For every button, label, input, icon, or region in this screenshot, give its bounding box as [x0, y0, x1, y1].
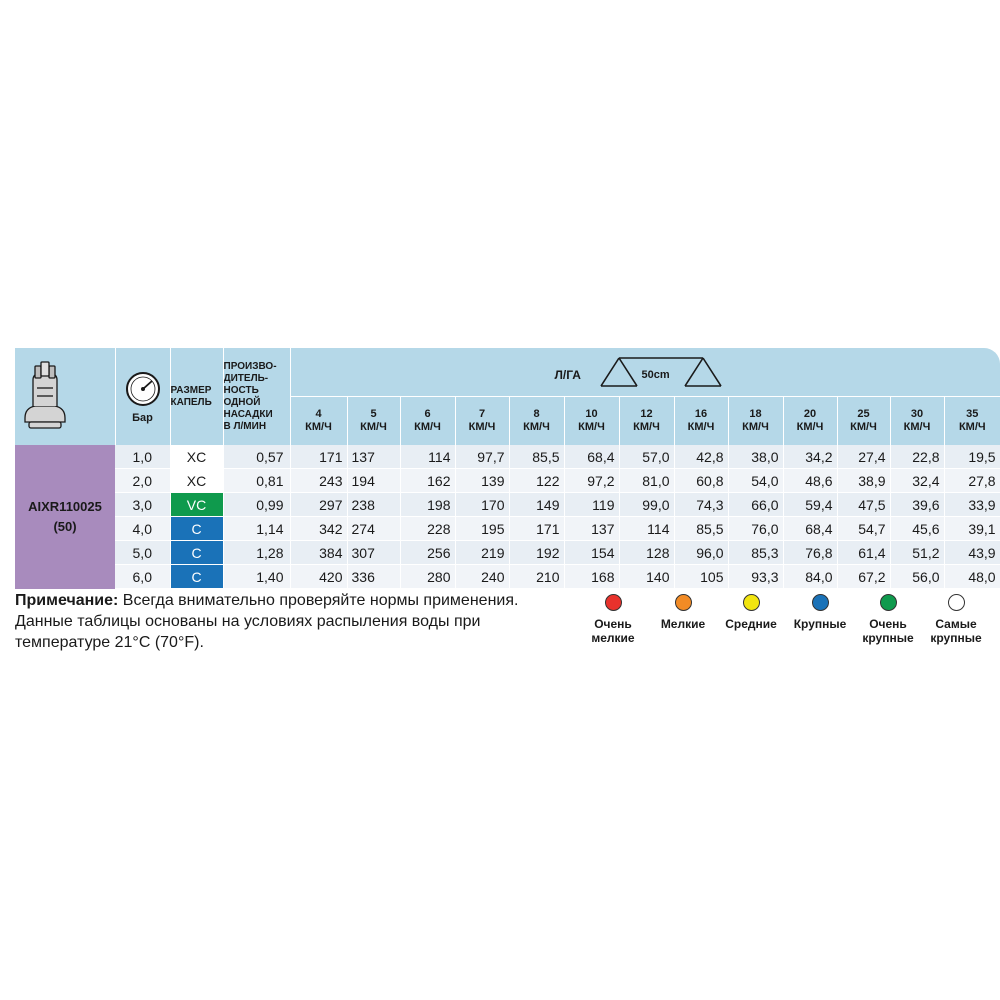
application-rate-cell: 219: [455, 541, 509, 565]
speed-unit: КМ/Ч: [414, 421, 441, 433]
speed-header: [400, 397, 455, 446]
application-rate-cell: 192: [509, 541, 564, 565]
capacity-header-line: НОСТЬ: [223, 384, 259, 396]
application-rate-cell: 68,4: [564, 445, 619, 469]
application-rate-cell: 39,1: [944, 517, 1000, 541]
legend-item-medium: [718, 594, 784, 631]
speed-value: 8: [533, 408, 540, 420]
application-rate-cell: 59,4: [783, 493, 837, 517]
application-rate-cell: 99,0: [619, 493, 674, 517]
legend-item-coarse: [787, 594, 853, 631]
application-rate-cell: 168: [564, 565, 619, 589]
droplet-size-cell: VC: [170, 493, 223, 517]
nozzle-icon-cell: [15, 348, 115, 445]
application-rate-cell: 256: [400, 541, 455, 565]
note-line-2: Данные таблицы основаны на условиях распыления воды при: [15, 613, 481, 630]
application-rate-cell: 195: [455, 517, 509, 541]
application-rate-cell: 420: [290, 565, 347, 589]
speed-value: 5: [370, 408, 377, 420]
application-rate-cell: 171: [290, 445, 347, 469]
pressure-cell: 5,0: [115, 541, 170, 565]
speed-unit: КМ/Ч: [958, 421, 986, 433]
speed-unit: КМ/Ч: [578, 421, 605, 433]
application-rate-cell: 85,5: [509, 445, 564, 469]
application-rate-cell: 137: [347, 445, 400, 469]
legend-label: Мелкие: [660, 617, 706, 631]
very-fine-dot-icon: [605, 594, 622, 611]
application-rate-cell: 66,0: [728, 493, 783, 517]
speed-unit: КМ/Ч: [468, 421, 496, 433]
pressure-cell: 6,0: [115, 565, 170, 589]
flow-rate-cell: 1,28: [223, 541, 290, 565]
application-rate-cell: 33,9: [944, 493, 1000, 517]
speed-unit: КМ/Ч: [742, 421, 769, 433]
pressure-header: [115, 348, 170, 445]
application-rate-cell: 243: [290, 469, 347, 493]
application-rate-cell: 274: [347, 517, 400, 541]
application-rate-cell: 128: [619, 541, 674, 565]
droplet-size-cell: C: [170, 541, 223, 565]
application-rate-cell: 76,0: [728, 517, 783, 541]
table-row: [15, 517, 1000, 541]
application-rate-cell: 238: [347, 493, 400, 517]
table-row: [15, 541, 1000, 565]
application-rate-cell: 210: [509, 565, 564, 589]
application-rate-cell: 97,2: [564, 469, 619, 493]
table-row: [15, 469, 1000, 493]
application-rate-cell: 97,7: [455, 445, 509, 469]
pressure-cell: 3,0: [115, 493, 170, 517]
application-rate-cell: 61,4: [837, 541, 890, 565]
speed-header: [564, 397, 619, 446]
note-label: Примечание:: [15, 592, 119, 609]
application-rate-cell: 171: [509, 517, 564, 541]
application-rate-cell: 47,5: [837, 493, 890, 517]
application-rate-cell: 114: [400, 445, 455, 469]
application-rate-cell: 114: [619, 517, 674, 541]
application-rate-cell: 38,0: [728, 445, 783, 469]
flow-rate-cell: 1,40: [223, 565, 290, 589]
droplet-size-cell: C: [170, 565, 223, 589]
droplet-size-cell: XC: [170, 445, 223, 469]
speed-unit: КМ/Ч: [305, 421, 332, 433]
application-rate-cell: 43,9: [944, 541, 1000, 565]
droplet-size-cell: XC: [170, 469, 223, 493]
capacity-header-line: ОДНОЙ: [223, 396, 261, 408]
application-rate-cell: 81,0: [619, 469, 674, 493]
note-block: [15, 590, 585, 653]
application-rate-cell: 51,2: [890, 541, 944, 565]
application-rate-cell: 54,0: [728, 469, 783, 493]
speed-unit: КМ/Ч: [850, 421, 877, 433]
pressure-cell: 1,0: [115, 445, 170, 469]
speed-unit: КМ/Ч: [523, 421, 550, 433]
spray-table-body: [15, 445, 1000, 589]
application-rate-cell: 93,3: [728, 565, 783, 589]
nozzle-spacing-label: 50cm: [641, 369, 670, 381]
application-rate-header: [290, 348, 1000, 397]
speed-value: 12: [640, 408, 653, 420]
droplet-size-legend: [580, 594, 990, 654]
speed-value: 35: [966, 408, 979, 420]
droplet-size-cell: C: [170, 517, 223, 541]
application-rate-cell: 140: [619, 565, 674, 589]
speed-header: [509, 397, 564, 446]
speed-header: [674, 397, 728, 446]
application-rate-cell: 154: [564, 541, 619, 565]
very-coarse-dot-icon: [880, 594, 897, 611]
flow-rate-cell: 1,14: [223, 517, 290, 541]
capacity-header-line: ПРОИЗВО-: [223, 360, 277, 372]
application-rate-cell: 67,2: [837, 565, 890, 589]
note-line-3: температуре 21°C (70°F).: [15, 634, 204, 651]
table-row: [15, 565, 1000, 589]
speed-value: 6: [424, 408, 431, 420]
application-rate-cell: 76,8: [783, 541, 837, 565]
legend-item-very-fine: [580, 594, 646, 645]
application-rate-cell: 56,0: [890, 565, 944, 589]
table-row: [15, 493, 1000, 517]
application-rate-cell: 384: [290, 541, 347, 565]
speed-header: [944, 397, 1000, 446]
application-rate-cell: 34,2: [783, 445, 837, 469]
application-rate-cell: 105: [674, 565, 728, 589]
legend-label: Самые: [935, 617, 977, 631]
application-rate-cell: 137: [564, 517, 619, 541]
extremely-coarse-dot-icon: [948, 594, 965, 611]
legend-label: крупные: [862, 631, 914, 645]
application-rate-cell: 198: [400, 493, 455, 517]
lga-label: Л/ГА: [554, 368, 581, 382]
flow-rate-cell: 0,57: [223, 445, 290, 469]
speed-unit: КМ/Ч: [360, 421, 387, 433]
pressure-gauge-icon: [124, 370, 162, 408]
application-rate-cell: 42,8: [674, 445, 728, 469]
pressure-cell: 4,0: [115, 517, 170, 541]
application-rate-cell: 19,5: [944, 445, 1000, 469]
application-rate-cell: 96,0: [674, 541, 728, 565]
legend-label: мелкие: [591, 631, 635, 645]
legend-label: Очень: [594, 617, 632, 631]
speed-value: 18: [749, 408, 762, 420]
speed-unit: КМ/Ч: [687, 421, 715, 433]
application-rate-cell: 60,8: [674, 469, 728, 493]
capacity-header-line: НАСАДКИ: [223, 408, 273, 420]
speed-header: [837, 397, 890, 446]
application-rate-cell: 240: [455, 565, 509, 589]
application-rate-cell: 122: [509, 469, 564, 493]
application-rate-cell: 48,6: [783, 469, 837, 493]
legend-item-fine: [652, 594, 714, 631]
application-rate-cell: 22,8: [890, 445, 944, 469]
application-rate-cell: 84,0: [783, 565, 837, 589]
droplet-header-line-1: РАЗМЕР: [170, 384, 212, 396]
application-rate-cell: 48,0: [944, 565, 1000, 589]
speed-unit: КМ/Ч: [633, 421, 660, 433]
nozzle-model-name: AIXR110025: [28, 498, 102, 514]
speed-header: [347, 397, 400, 446]
nozzle-model-code: (50): [53, 518, 77, 534]
legend-label: Средние: [725, 617, 777, 631]
droplet-size-header: [170, 348, 223, 445]
application-rate-cell: 45,6: [890, 517, 944, 541]
application-rate-cell: 297: [290, 493, 347, 517]
speed-unit: КМ/Ч: [903, 421, 931, 433]
speed-header: [783, 397, 837, 446]
speed-header: [290, 397, 347, 446]
application-rate-cell: 54,7: [837, 517, 890, 541]
capacity-header-line: ДИТЕЛЬ-: [223, 372, 269, 384]
legend-label: Крупные: [793, 617, 847, 631]
speed-value: 30: [910, 408, 924, 420]
capacity-header-line: В Л/МИН: [223, 420, 267, 432]
nozzle-model-cell: [15, 445, 115, 589]
application-rate-cell: 27,8: [944, 469, 1000, 493]
application-rate-cell: 74,3: [674, 493, 728, 517]
speed-value: 25: [857, 408, 870, 420]
application-rate-cell: 38,9: [837, 469, 890, 493]
speed-value: 4: [315, 408, 322, 420]
application-rate-cell: 194: [347, 469, 400, 493]
speed-value: 16: [694, 408, 708, 420]
flow-rate-cell: 0,99: [223, 493, 290, 517]
application-rate-cell: 170: [455, 493, 509, 517]
speed-header: [619, 397, 674, 446]
legend-label: крупные: [930, 631, 982, 645]
legend-item-extremely-coarse: [923, 594, 989, 645]
flow-rate-cell: 0,81: [223, 469, 290, 493]
speed-header: [728, 397, 783, 446]
fine-dot-icon: [675, 594, 692, 611]
application-rate-cell: 336: [347, 565, 400, 589]
speed-value: 7: [478, 408, 486, 420]
application-rate-cell: 307: [347, 541, 400, 565]
application-rate-cell: 68,4: [783, 517, 837, 541]
table-row: [15, 445, 1000, 469]
application-rate-cell: 280: [400, 565, 455, 589]
application-rate-cell: 57,0: [619, 445, 674, 469]
application-rate-cell: 85,5: [674, 517, 728, 541]
speed-unit: КМ/Ч: [796, 421, 824, 433]
nozzle-icon: [15, 348, 115, 440]
application-rate-cell: 85,3: [728, 541, 783, 565]
spray-table-container: [15, 348, 996, 589]
pressure-unit-label: Бар: [132, 411, 153, 424]
application-rate-cell: 342: [290, 517, 347, 541]
application-rate-cell: 139: [455, 469, 509, 493]
capacity-header: [223, 348, 290, 445]
speed-header: [455, 397, 509, 446]
application-rate-cell: 32,4: [890, 469, 944, 493]
note-line-1: [15, 590, 585, 611]
application-rate-cell: 39,6: [890, 493, 944, 517]
speed-header: [890, 397, 944, 446]
coarse-dot-icon: [812, 594, 829, 611]
nozzle-spray-table: [15, 348, 1000, 589]
legend-item-very-coarse: [855, 594, 921, 645]
application-rate-cell: 119: [564, 493, 619, 517]
application-rate-cell: 228: [400, 517, 455, 541]
application-rate-cell: 149: [509, 493, 564, 517]
application-rate-cell: 162: [400, 469, 455, 493]
droplet-header-line-2: КАПЕЛЬ: [170, 396, 212, 408]
medium-dot-icon: [743, 594, 760, 611]
speed-value: 10: [585, 408, 598, 420]
legend-label: Очень: [869, 617, 907, 631]
note-text-1: Всегда внимательно проверяйте нормы применения.: [118, 592, 519, 609]
application-rate-cell: 27,4: [837, 445, 890, 469]
speed-value: 20: [803, 408, 817, 420]
pressure-cell: 2,0: [115, 469, 170, 493]
